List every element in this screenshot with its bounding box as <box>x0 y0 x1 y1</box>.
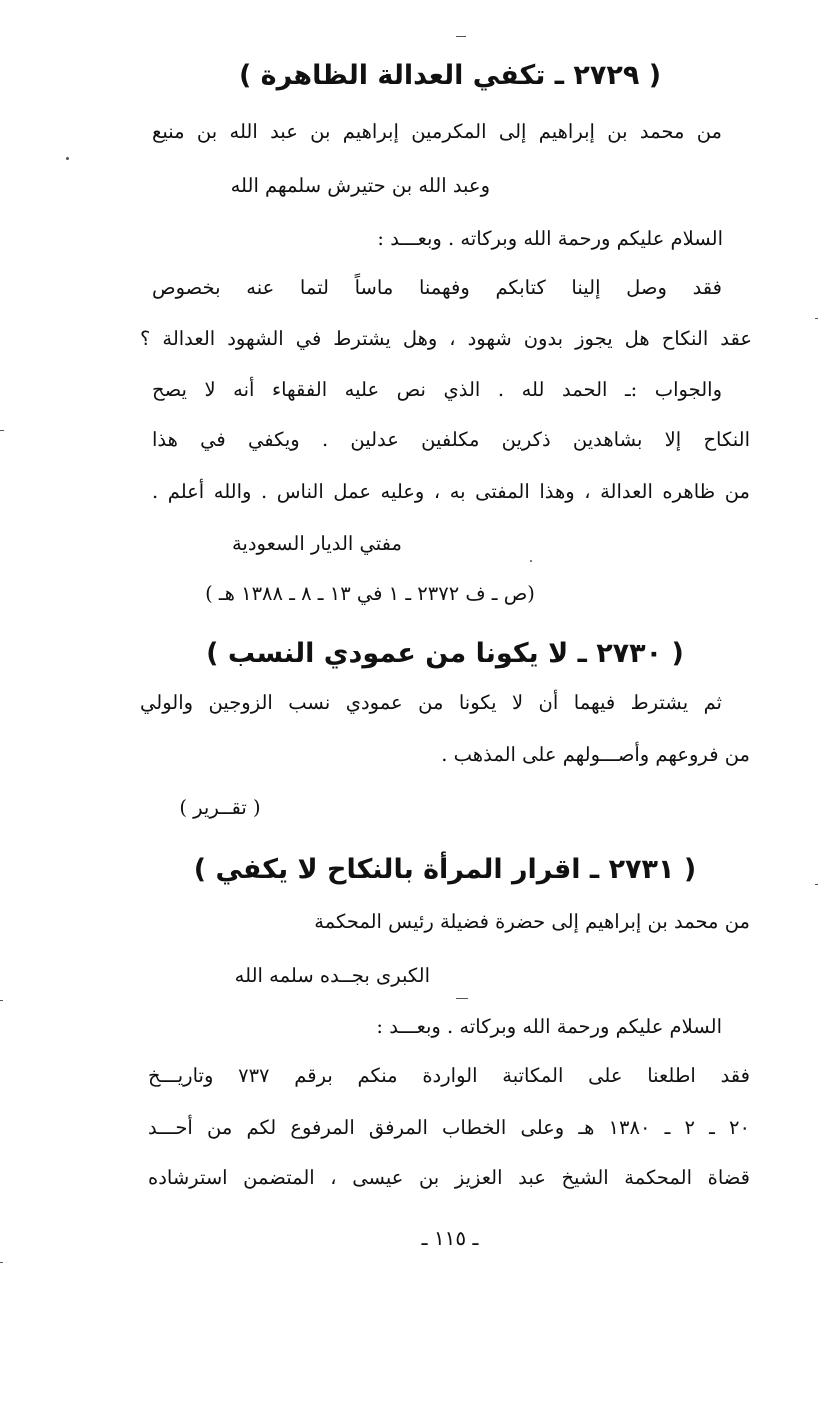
scan-edge-mark <box>0 430 4 431</box>
section-heading-2729: ( ٢٧٢٩ ـ تكفي العدالة الظاهرة ) <box>238 60 662 91</box>
section-heading-2731: ( ٢٧٣١ ـ اقرار المرأة بالنكاح لا يكفي ) <box>193 854 697 885</box>
text-line: عقد النكاح هل يجوز بدون شهود ، وهل يشترط في الشهود العدالة ؟ <box>140 327 752 350</box>
scan-speck <box>456 36 466 37</box>
text-line: الكبرى بجــده سلمه الله <box>234 964 430 987</box>
text-line: النكاح إلا بشاهدين ذكرين مكلفين عدلين . ويكفي في هذا <box>152 428 750 451</box>
text-line: فقد اطلعنا على المكاتبة الواردة منكم برقم ٧٣٧ وتاريـــخ <box>148 1064 750 1087</box>
scan-edge-mark <box>815 318 818 319</box>
text-line: من محمد بن إبراهيم إلى المكرمين إبراهيم بن عبد الله بن منيع <box>152 120 722 143</box>
text-line: وعبد الله بن حتيرش سلمهم الله <box>230 174 490 197</box>
text-line: السلام عليكم ورحمة الله وبركاته . وبعـــد : <box>376 1015 722 1038</box>
signature: مفتي الديار السعودية <box>231 532 402 555</box>
scan-edge-mark <box>815 884 818 885</box>
scan-speck <box>456 998 468 999</box>
reference-note: ( تقــرير ) <box>179 796 261 819</box>
scan-speck <box>530 560 532 562</box>
section-heading-2730: ( ٢٧٣٠ ـ لا يكونا من عمودي النسب ) <box>206 638 684 669</box>
reference-note: (ص ـ ف ٢٣٧٢ ـ ١ في ١٣ ـ ٨ ـ ١٣٨٨ هـ ) <box>205 582 535 605</box>
text-line: من ظاهره العدالة ، وهذا المفتى به ، وعليه عمل الناس . والله أعلم . <box>152 480 750 503</box>
text-line: من محمد بن إبراهيم إلى حضرة فضيلة رئيس المحكمة <box>314 910 750 933</box>
text-line: والجواب :ـ الحمد لله . الذي نص عليه الفقهاء أنه لا يصح <box>152 378 722 401</box>
text-line: من فروعهم وأصـــولهم على المذهب . <box>441 743 750 766</box>
text-line: ٢٠ ـ ٢ ـ ١٣٨٠ هـ وعلى الخطاب المرفق المرفوع لكم من أحـــد <box>148 1116 750 1139</box>
scan-edge-mark <box>0 1262 3 1263</box>
text-line: قضاة المحكمة الشيخ عبد العزيز بن عيسى ، المتضمن استرشاده <box>148 1166 750 1189</box>
scan-speck <box>66 157 69 160</box>
text-line: ثم يشترط فيهما أن لا يكونا من عمودي نسب الزوجين والولي <box>140 691 722 714</box>
text-line: السلام عليكم ورحمة الله وبركاته . وبعـــد : <box>377 227 723 250</box>
page-number: ـ ١١٥ ـ <box>421 1226 479 1250</box>
scan-edge-mark <box>0 1000 3 1001</box>
text-line: فقد وصل إلينا كتابكم وفهمنا ماساً لتما عنه بخصوص <box>152 276 722 299</box>
